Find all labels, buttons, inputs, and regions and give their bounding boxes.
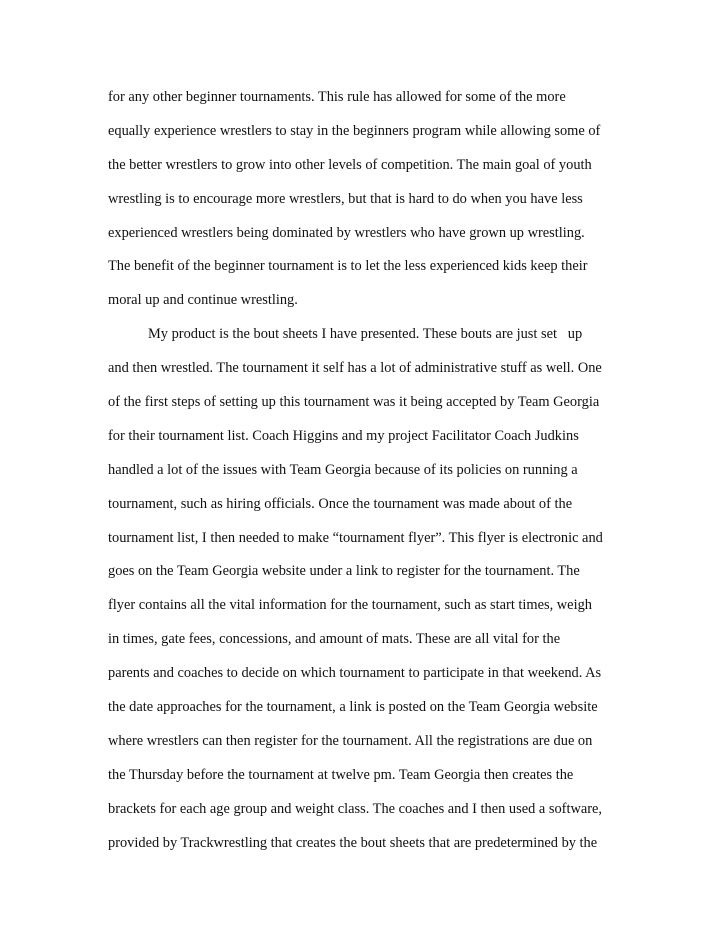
text-line: provided by Trackwrestling that creates the bout sheets that are predetermined by the	[108, 834, 598, 851]
text-line: tournament list, I then needed to make “tournament flyer”. This flyer is electronic and	[108, 529, 603, 546]
text-line: of the first steps of setting up this tournament was it being accepted by Team Georgia	[108, 394, 600, 411]
text-line: experienced wrestlers being dominated by wrestlers who have grown up wrestling.	[108, 224, 585, 241]
text-line: and then wrestled. The tournament it self has a lot of administrative stuff as well. One	[108, 360, 602, 377]
text-line: the better wrestlers to grow into other levels of competition. The main goal of youth	[108, 156, 592, 173]
body-text	[108, 87, 628, 866]
text-line: equally experience wrestlers to stay in the beginners program while allowing some of	[108, 122, 601, 139]
text-line: the Thursday before the tournament at twelve pm. Team Georgia then creates the	[108, 766, 574, 783]
text-line: for their tournament list. Coach Higgins and my project Facilitator Coach Judkins	[108, 427, 579, 444]
text-line: handled a lot of the issues with Team Georgia because of its policies on running a	[108, 461, 578, 478]
text-line: tournament, such as hiring officials. Once the tournament was made about of the	[108, 495, 573, 512]
text-line: for any other beginner tournaments. This rule has allowed for some of the more	[108, 89, 566, 105]
text-line: brackets for each age group and weight class. The coaches and I then used a software,	[108, 800, 603, 817]
text-line: moral up and continue wrestling.	[108, 292, 298, 309]
text-line: in times, gate fees, concessions, and amount of mats. These are all vital for the	[108, 631, 561, 648]
text-line: wrestling is to encourage more wrestlers, but that is hard to do when you have less	[108, 190, 583, 207]
text-line: The benefit of the beginner tournament is to let the less experienced kids keep their	[108, 258, 588, 275]
text-line: goes on the Team Georgia website under a link to register for the tournament. The	[108, 563, 580, 580]
text-line: flyer contains all the vital information for the tournament, such as start times, weigh	[108, 597, 592, 614]
text-line: the date approaches for the tournament, a link is posted on the Team Georgia website	[108, 699, 598, 716]
paragraph-start-line: My product is the bout sheets I have presented. These bouts are just set up	[148, 326, 583, 343]
text-line: parents and coaches to decide on which tournament to participate in that weekend. As	[108, 665, 602, 682]
text-line: where wrestlers can then register for the tournament. All the registrations are due on	[108, 732, 593, 749]
